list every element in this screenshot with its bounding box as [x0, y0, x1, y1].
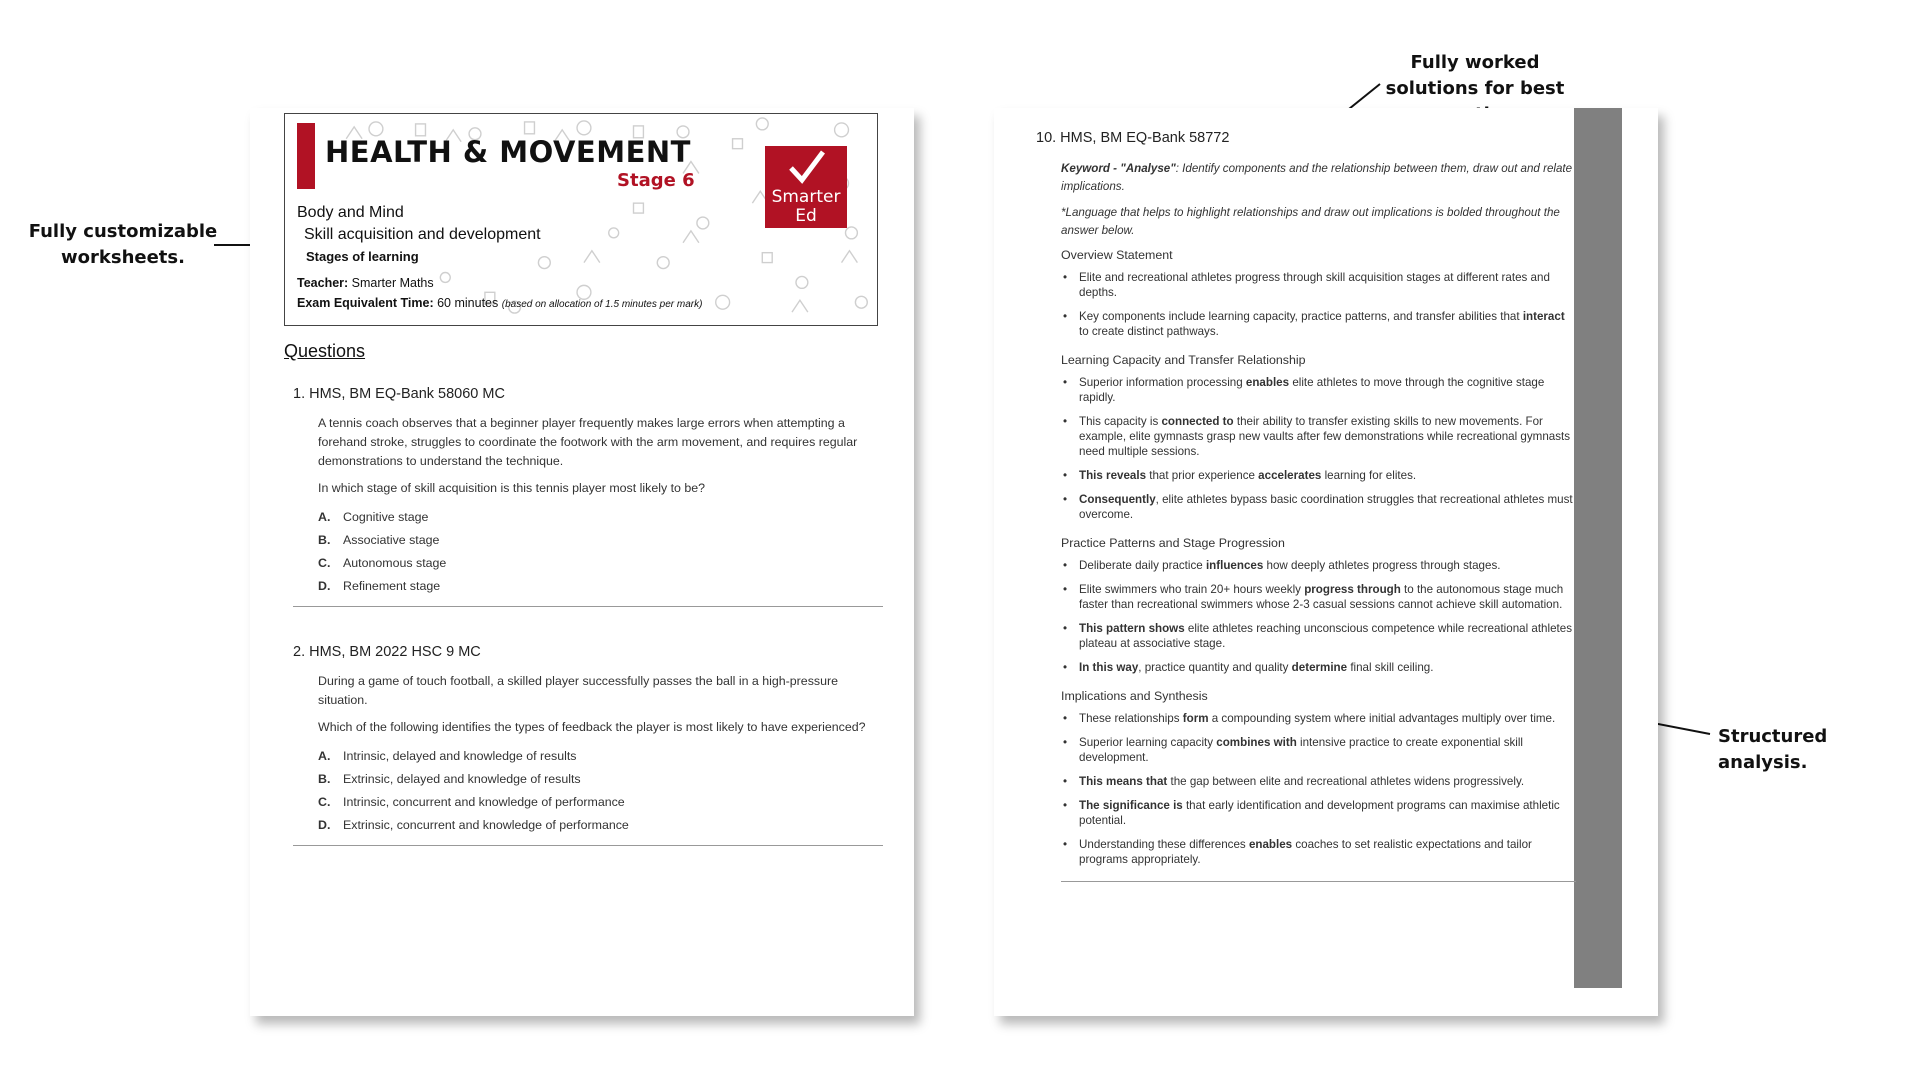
bullet-point: • Deliberate daily practice influences how deeply athletes progress through stages.	[1070, 558, 1576, 573]
bullet-list	[1061, 711, 1576, 867]
question-divider	[293, 845, 883, 846]
questions-heading: Questions	[284, 341, 366, 361]
solution-heading: 10. HMS, BM EQ-Bank 58772	[1036, 130, 1230, 146]
callout-worked-solutions: Fully worked solutions for best	[1385, 52, 1565, 99]
subject-label: Body and Mind	[297, 204, 404, 221]
title-accent-bar	[297, 123, 315, 189]
question-prompt: In which stage of skill acquisition is this tennis player most likely to be?	[318, 481, 706, 495]
bullet-point: • Key components include learning capacity, practice patterns, and transfer abilities that interact to create distinct pathways.	[1070, 309, 1576, 339]
question-divider	[293, 606, 883, 607]
option-c: C. Intrinsic, concurrent and knowledge of performance	[318, 795, 625, 809]
stage-label: Stage 6	[617, 170, 695, 191]
option-d: D. Extrinsic, concurrent and knowledge of performance	[318, 818, 629, 832]
option-b: B. Extrinsic, delayed and knowledge of results	[318, 772, 581, 786]
bullet-point: • Understanding these differences enables coaches to set realistic expectations and tailor programs appropriately.	[1070, 837, 1576, 867]
exam-time-line: Exam Equivalent Time: 60 minutes (based on allocation of 1.5 minutes per mark)	[297, 296, 703, 310]
page-side-bar	[1574, 108, 1622, 988]
question-stem: A tennis coach observes that a beginner player frequently makes large errors when attempting a forehand stroke, struggles to coordinate the footwork with the arm movement, and requires regular demonstrations to understand the technique.	[318, 416, 858, 468]
option-d: D. Refinement stage	[318, 579, 441, 593]
bullet-point: • Elite and recreational athletes progress through skill acquisition stages at different rates and depths.	[1070, 270, 1576, 300]
bullet-point: • Elite swimmers who train 20+ hours weekly progress through to the autonomous stage much faster than recreational swimmers whose 2-3 casual sessions cannot achieve skill automation.	[1070, 582, 1576, 612]
question-1	[293, 386, 883, 607]
bullet-point: • This reveals that prior experience accelerates learning for elites.	[1070, 468, 1576, 483]
question-heading: 1. HMS, BM EQ-Bank 58060 MC	[293, 386, 505, 402]
bullet-list	[1061, 375, 1576, 522]
callout-structured-analysis: Structured analysis.	[1718, 726, 1828, 773]
subtopic-label: Stages of learning	[306, 249, 419, 264]
bullet-point: • In this way, practice quantity and quality determine final skill ceiling.	[1070, 660, 1576, 675]
question-2	[293, 644, 883, 846]
bullet-point: • These relationships form a compounding system where initial advantages multiply over time.	[1070, 711, 1576, 726]
solution-divider	[1061, 881, 1576, 882]
solution-content	[1036, 130, 1576, 882]
section-heading: Implications and Synthesis	[1061, 689, 1208, 703]
question-heading: 2. HMS, BM 2022 HSC 9 MC	[293, 644, 481, 660]
section-heading: Practice Patterns and Stage Progression	[1061, 536, 1285, 550]
section-heading: Learning Capacity and Transfer Relationship	[1061, 353, 1306, 367]
callout-customizable: Fully customizable worksheets.	[28, 221, 218, 268]
bullet-point: • This means that the gap between elite and recreational athletes widens progressively.	[1070, 774, 1576, 789]
bullet-point: • Superior learning capacity combines with intensive practice to create exponential skill development.	[1070, 735, 1576, 765]
worksheet-header	[284, 113, 878, 326]
analysis-sections	[1061, 248, 1576, 867]
checkmark-icon	[787, 148, 827, 186]
keyword-definition: Keyword - "Analyse": Identify components and the relationship between them, draw out and relate implications.	[1061, 162, 1573, 193]
bullet-point: • This pattern shows elite athletes reaching unconscious competence while recreational athletes plateau at associative stage.	[1070, 621, 1576, 651]
worksheet-title: HEALTH & MOVEMENT	[325, 135, 691, 169]
bullet-list	[1061, 270, 1576, 339]
smarter-ed-logo: Smarter Ed	[765, 146, 847, 228]
bullet-point: • Consequently, elite athletes bypass basic coordination struggles that recreational athletes must overcome.	[1070, 492, 1576, 522]
bullet-point: • Superior information processing enables elite athletes to move through the cognitive stage rapidly.	[1070, 375, 1576, 405]
option-c: C. Autonomous stage	[318, 556, 447, 570]
option-b: B. Associative stage	[318, 533, 440, 547]
option-a: A. Intrinsic, delayed and knowledge of results	[318, 749, 577, 763]
question-prompt: Which of the following identifies the types of feedback the player is most likely to have experienced?	[318, 720, 866, 734]
option-a: A. Cognitive stage	[318, 510, 429, 524]
section-heading: Overview Statement	[1061, 248, 1173, 262]
bullet-list	[1061, 558, 1576, 675]
topic-label: Skill acquisition and development	[304, 226, 541, 243]
solutions-page	[994, 108, 1658, 1016]
question-stem: During a game of touch football, a skilled player successfully passes the ball in a high-pressure situation.	[318, 674, 838, 707]
bold-language-note: *Language that helps to highlight relationships and draw out implications is bolded throughout the answer below.	[1061, 206, 1560, 237]
worksheet-page	[250, 108, 914, 1016]
bullet-point: • This capacity is connected to their ability to transfer existing skills to new movements. For example, elite gymnasts grasp new vaults after few demonstrations while recreational gymnasts need multiple sessions.	[1070, 414, 1576, 459]
teacher-line: Teacher: Smarter Maths	[297, 276, 434, 290]
bullet-point: • The significance is that early identification and development programs can maximise athletic potential.	[1070, 798, 1576, 828]
